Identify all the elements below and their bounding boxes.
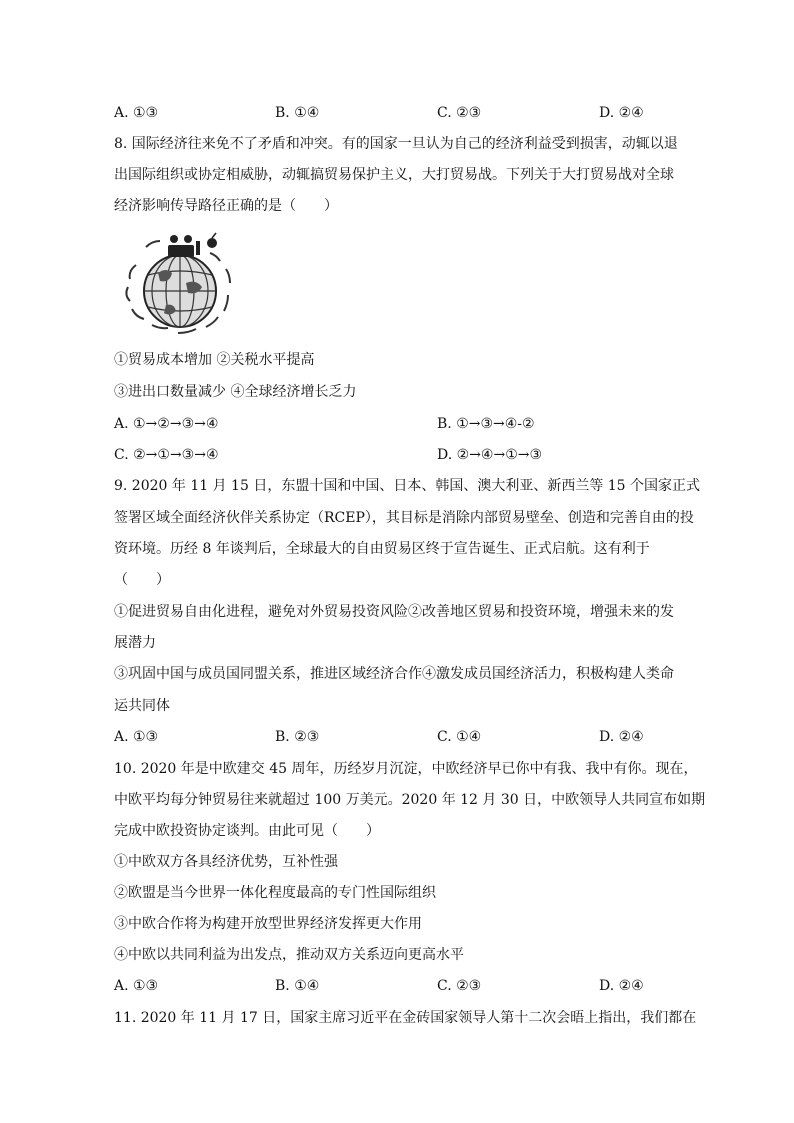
q7-option-b[interactable]: B. ①④	[275, 105, 320, 121]
q11-stem-line: 11. 2020 年 11 月 17 日，国家主席习近平在金砖国家领导人第十二次会晤上指出，我们都在	[114, 1010, 697, 1026]
q8-stem-line: 出国际组织或协定相威胁，动辄搞贸易保护主义，大打贸易战。下列关于大打贸易战对全球	[114, 167, 674, 183]
q10-option-b[interactable]: B. ①④	[275, 978, 320, 994]
q9-statement: ①促进贸易自由化进程，避免对外贸易投资风险②改善地区贸易和投资环境，增强未来的发	[114, 604, 674, 620]
q10-option-a[interactable]: A. ①③	[114, 978, 159, 994]
q10-options	[114, 976, 684, 996]
q10-statement: ③中欧合作将为构建开放型世界经济发挥更大作用	[114, 916, 422, 932]
q9-statement: 展潜力	[114, 635, 156, 651]
q8-stem-line: 8. 国际经济往来免不了矛盾和冲突。有的国家一旦认为自己的经济利益受到损害，动辄以退	[114, 136, 678, 152]
q10-statement: ④中欧以共同利益为出发点，推动双方关系迈向更高水平	[114, 947, 464, 963]
q9-statement: 运共同体	[114, 698, 170, 714]
cartoon-globe-image	[116, 225, 248, 343]
q7-option-a[interactable]: A. ①③	[114, 105, 159, 121]
q7-option-c[interactable]: C. ②③	[437, 105, 482, 121]
q10-option-d[interactable]: D. ②④	[599, 978, 644, 994]
q9-option-a[interactable]: A. ①③	[114, 729, 159, 745]
q8-statement: ③进出口数量减少 ④全球经济增长乏力	[114, 384, 357, 400]
q8-option-a[interactable]: A. ①→②→③→④	[114, 416, 219, 432]
q8-option-d[interactable]: D. ②→④→①→③	[437, 447, 543, 463]
q8-statement: ①贸易成本增加 ②关税水平提高	[114, 352, 315, 368]
q10-statement: ②欧盟是当今世界一体化程度最高的专门性国际组织	[114, 885, 436, 901]
q7-options	[114, 103, 684, 123]
q10-statement: ①中欧双方各具经济优势，互补性强	[114, 854, 338, 870]
q9-option-c[interactable]: C. ①④	[437, 729, 482, 745]
q10-stem-line: 10. 2020 年是中欧建交 45 周年，历经岁月沉淀，中欧经济早已你中有我、我中有你。现在，	[114, 761, 698, 777]
q10-stem-line: 完成中欧投资协定谈判。由此可见（ ）	[114, 823, 380, 839]
q8-stem-line: 经济影响传导路径正确的是（ ）	[114, 198, 338, 214]
q9-option-d[interactable]: D. ②④	[599, 729, 644, 745]
q9-stem-line: 9. 2020 年 11 月 15 日，东盟十国和中国、日本、韩国、澳大利亚、新西兰等 15 个国家正式	[114, 478, 701, 494]
q9-statement: ③巩固中国与成员国同盟关系，推进区域经济合作④激发成员国经济活力，积极构建人类命	[114, 666, 674, 682]
q7-option-d[interactable]: D. ②④	[599, 105, 644, 121]
q9-option-b[interactable]: B. ②③	[275, 729, 320, 745]
q8-option-b[interactable]: B. ①→③→④-②	[437, 416, 535, 432]
q10-option-c[interactable]: C. ②③	[437, 978, 482, 994]
q8-options-row-1	[114, 414, 684, 434]
q10-stem-line: 中欧平均每分钟贸易往来就超过 100 万美元。2020 年 12 月 30 日，中欧领导人共同宣布如期	[114, 792, 706, 808]
q8-options-row-2	[114, 445, 684, 465]
q9-stem-line: 资环境。历经 8 年谈判后，全球最大的自由贸易区终于宣告诞生、正式启航。这有利于	[114, 541, 650, 557]
q9-stem-line: 签署区域全面经济伙伴关系协定（RCEP），其目标是消除内部贸易壁垒、创造和完善自由的投	[114, 510, 694, 526]
q9-options	[114, 727, 684, 747]
q9-stem-line: （ ）	[114, 572, 170, 588]
q8-option-c[interactable]: C. ②→①→③→④	[114, 447, 219, 463]
